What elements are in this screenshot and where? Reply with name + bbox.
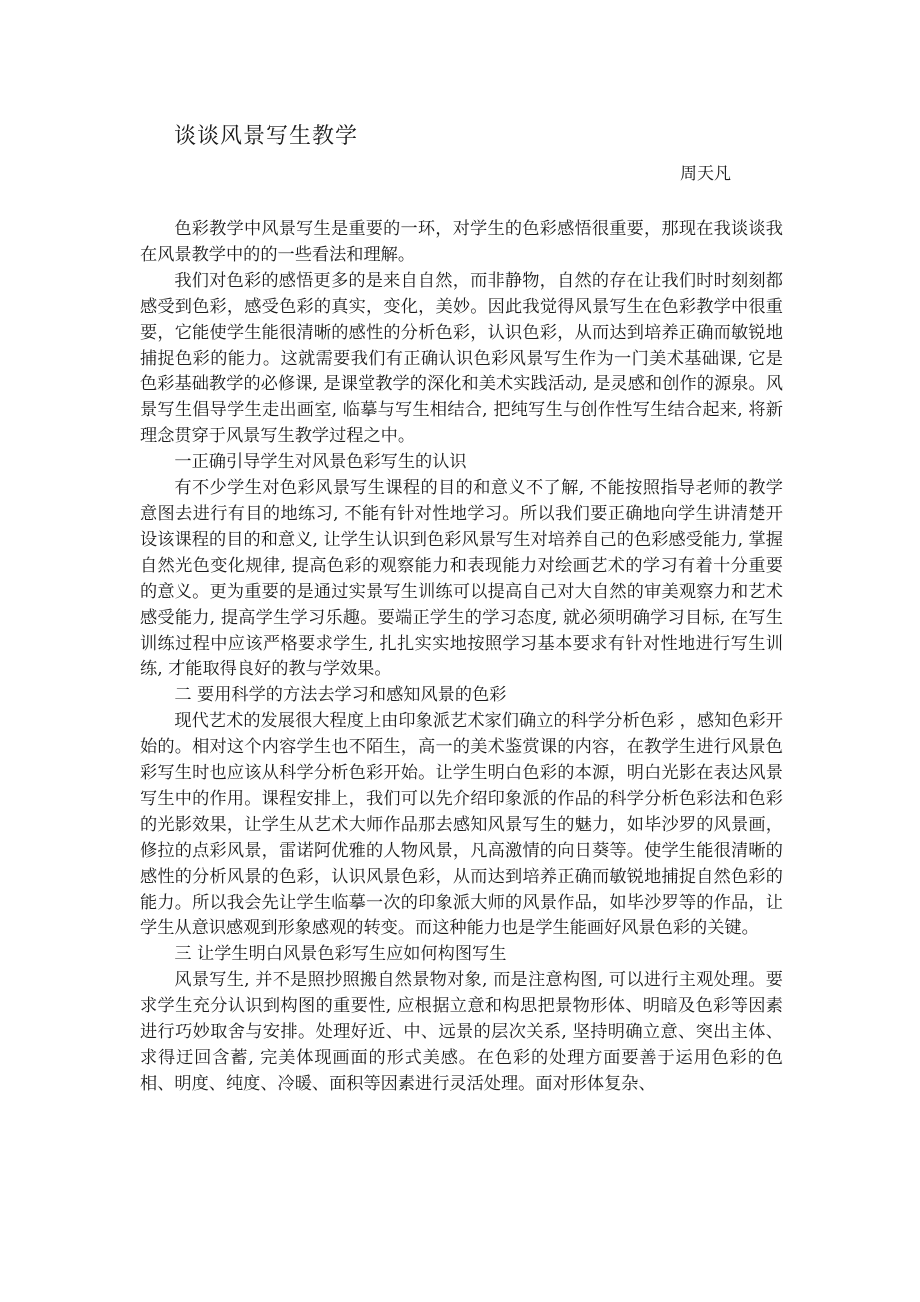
document-author: 周天凡 (680, 164, 731, 184)
paragraph-nature: 我们对色彩的感悟更多的是来自自然，而非静物，自然的存在让我们时时刻刻都感受到色彩，感受色彩的真实，变化，美妙。因此我觉得风景写生在色彩教学中很重要，它能使学生能很清晰的感性的分析色彩，认识色彩，从而达到培养正确而敏锐地捕捉色彩的能力。这就需要我们有正确认识色彩风景写生作为一门美术基础课, 它是色彩基础教学的必修课, 是课堂教学的深化和美术实践活动, 是灵感和创作的源泉。风景写生倡导学生走出画室, 临摹与写生相结合, 把纯写生与创作性写生结合起来, 将新理念贯穿于风景写生教学过程之中。 (140, 270, 783, 447)
section-heading-1: 一正确引导学生对风景色彩写生的认识 (174, 452, 467, 473)
section-heading-2: 二 要用科学的方法去学习和感知风景的色彩 (174, 685, 507, 706)
section-heading-3: 三 让学生明白风景色彩写生应如何构图写生 (174, 944, 507, 965)
document-body (140, 217, 783, 1098)
document-title: 谈谈风景写生教学 (174, 124, 359, 149)
paragraph-section-3: 风景写生, 并不是照抄照搬自然景物对象, 而是注意构图, 可以进行主观处理。要求学生充分认识到构图的重要性, 应根据立意和构思把景物形体、明暗及色彩等因素进行巧妙取舍与安排。处理好近、中、远景的层次关系, 坚持明确立意、突出主体、求得迂回含蓄, 完美体现画面的形式美感。在色彩的处理方面要善于运用色彩的色相、明度、纯度、冷暖、面积等因素进行灵活处理。面对形体复杂、 (140, 970, 783, 1094)
paragraph-intro: 色彩教学中风景写生是重要的一环，对学生的色彩感悟很重要，那现在我谈谈我在风景教学中的的一些看法和理解。 (140, 219, 783, 265)
paragraph-section-1: 有不少学生对色彩风景写生课程的目的和意义不了解, 不能按照指导老师的教学意图去进行有目的地练习, 不能有针对性地学习。所以我们要正确地向学生讲清楚开设该课程的目的和意义, 让学生认识到色彩风景写生对培养自己的色彩感受能力, 掌握自然光色变化规律, 提高色彩的观察能力和表现能力对绘画艺术的学习有着十分重要的意义。更为重要的是通过实景写生训练可以提高自己对大自然的审美观察力和艺术感受能力, 提高学生学习乐趣。要端正学生的学习态度, 就必须明确学习目标, 在写生训练过程中应该严格要求学生, 扎扎实实地按照学习基本要求有针对性地进行写生训练, 才能取得良好的教与学效果。 (140, 478, 783, 680)
paragraph-section-2: 现代艺术的发展很大程度上由印象派艺术家们确立的科学分析色彩 ，感知色彩开始的。相对这个内容学生也不陌生，高一的美术鉴赏课的内容，在教学生进行风景色彩写生时也应该从科学分析色彩开始。让学生明白色彩的本源，明白光影在表达风景写生中的作用。课程安排上，我们可以先介绍印象派的作品的科学分析色彩法和色彩的光影效果，让学生从艺术大师作品那去感知风景写生的魅力，如毕沙罗的风景画，修拉的点彩风景，雷诺阿优雅的人物风景，凡高激情的向日葵等。使学生能很清晰的感性的分析风景的色彩，认识风景色彩，从而达到培养正确而敏锐地捕捉自然色彩的能力。所以我会先让学生临摹一次的印象派大师的风景作品，如毕沙罗等的作品，让学生从意识感观到形象感观的转变。而这种能力也是学生能画好风景色彩的关键。 (140, 711, 783, 939)
